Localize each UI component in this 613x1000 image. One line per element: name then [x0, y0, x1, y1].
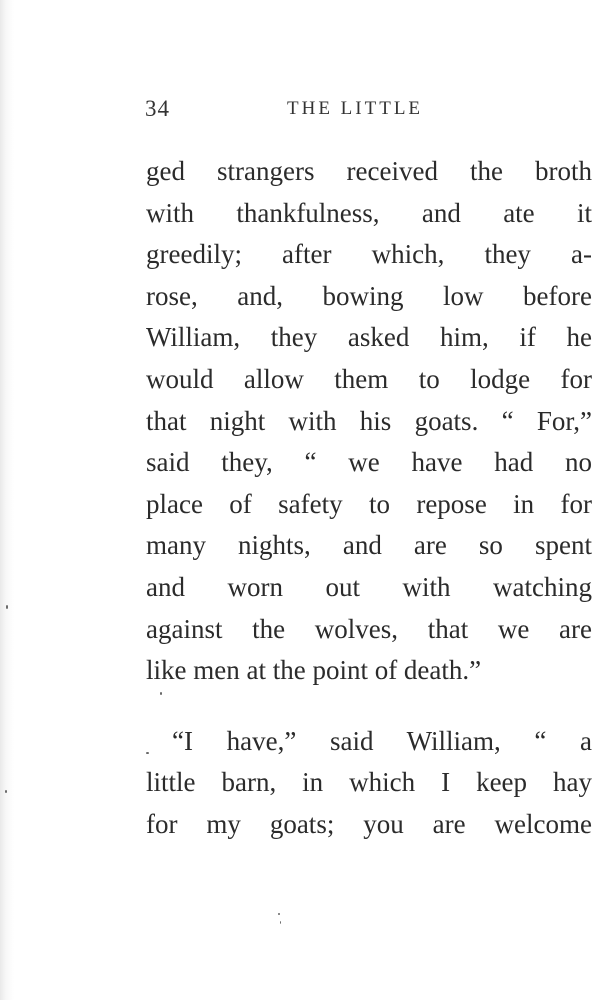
text-line: against the wolves, that we are [146, 613, 592, 644]
scan-speck [6, 605, 8, 609]
page-gutter-shadow [0, 0, 14, 1000]
page-number: 34 [145, 96, 170, 121]
text-line: for my goats; you are welcome [146, 808, 592, 839]
text-line: little barn, in which I keep hay [146, 767, 592, 798]
paragraph-2 [146, 721, 592, 846]
scan-speck [160, 692, 162, 695]
body-text [146, 151, 592, 846]
text-line: that night with his goats. “ For,” [146, 405, 592, 436]
paragraph-1 [146, 151, 592, 692]
text-line: and worn out with watching [146, 571, 592, 602]
paragraph-gap [146, 692, 592, 721]
text-line: like men at the point of death.” [146, 655, 482, 686]
text-line: place of safety to repose in for [146, 488, 592, 519]
text-line: with thankfulness, and ate it [146, 197, 592, 228]
text-line: ged strangers received the broth [146, 156, 592, 186]
running-head [145, 96, 595, 126]
text-line: “I have,” said William, “ a [172, 725, 592, 756]
scan-speck [278, 913, 280, 915]
scan-speck [5, 790, 7, 793]
page-header-title: THE LITTLE [287, 98, 424, 119]
text-line: many nights, and are so spent [146, 530, 592, 561]
text-line: would allow them to lodge for [146, 363, 592, 394]
text-line: rose, and, bowing low before [146, 280, 592, 311]
scan-speck [280, 921, 281, 924]
text-line: William, they asked him, if he [146, 322, 592, 353]
scan-speck [146, 752, 149, 754]
text-line: said they, “ we have had no [146, 447, 592, 478]
text-line: greedily; after which, they a- [146, 239, 592, 270]
